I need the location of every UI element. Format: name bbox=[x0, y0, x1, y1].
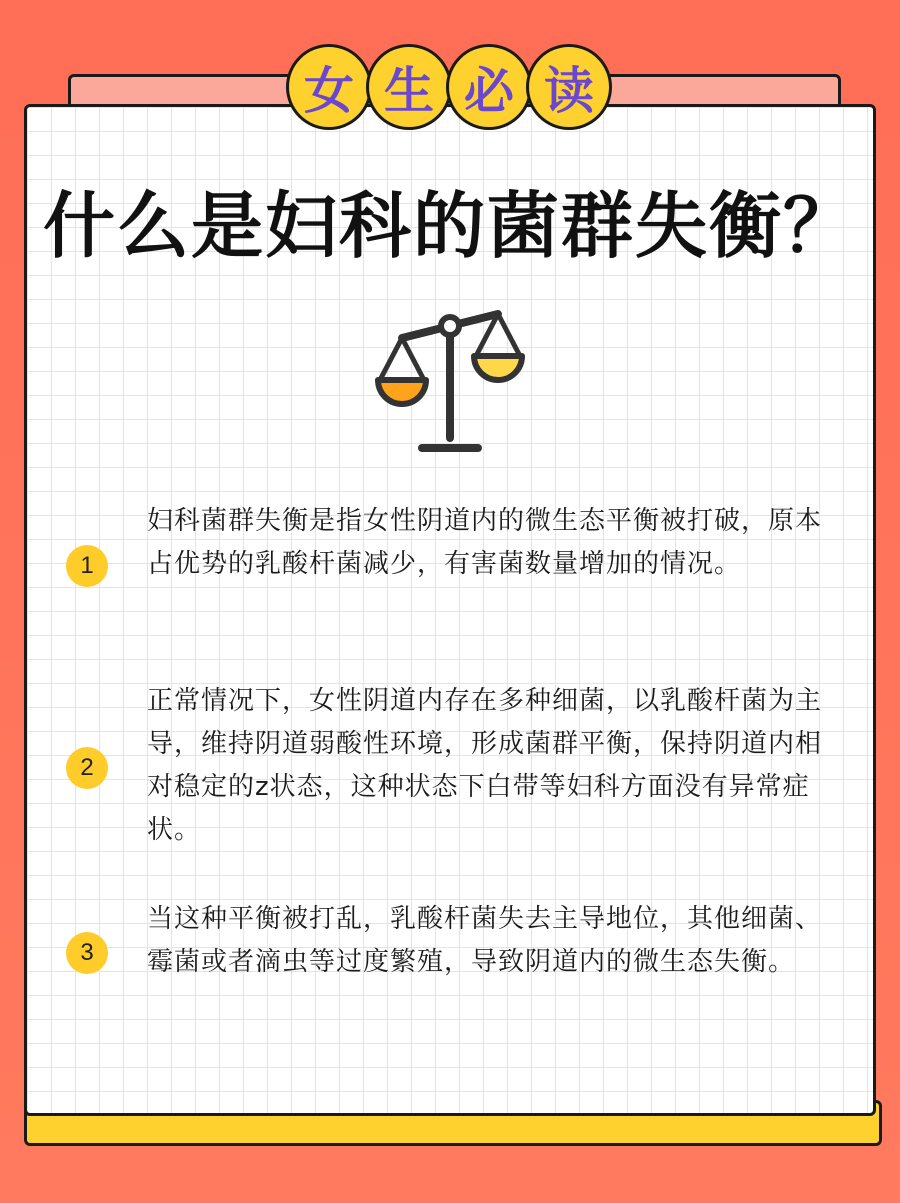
item-text: 正常情况下，女性阴道内存在多种细菌，以乳酸杆菌为主导，维持阴道弱酸性环境，形成菌群平衡，保持阴道内相对稳定的z状态，这种状态下白带等妇科方面没有异常症状。 bbox=[147, 686, 823, 845]
item-number-badge: 1 bbox=[66, 545, 108, 587]
page-title: 什么是妇科的菌群失衡？ bbox=[42, 184, 857, 268]
header-badge: 生 bbox=[366, 44, 452, 130]
item-number-badge: 3 bbox=[66, 932, 108, 974]
header-badge: 必 bbox=[446, 44, 532, 130]
item-number-badge: 2 bbox=[66, 747, 108, 789]
balance-scale-icon bbox=[370, 300, 530, 462]
header-badges bbox=[286, 44, 642, 132]
item-text: 当这种平衡被打乱，乳酸杆菌失去主导地位，其他细菌、霉菌或者滴虫等过度繁殖，导致阴道内的微生态失衡。 bbox=[147, 904, 823, 977]
item-text: 妇科菌群失衡是指女性阴道内的微生态平衡被打破，原本占优势的乳酸杆菌减少，有害菌数量增加的情况。 bbox=[147, 506, 823, 579]
header-badge: 女 bbox=[286, 44, 372, 130]
header-badge: 读 bbox=[526, 44, 612, 130]
